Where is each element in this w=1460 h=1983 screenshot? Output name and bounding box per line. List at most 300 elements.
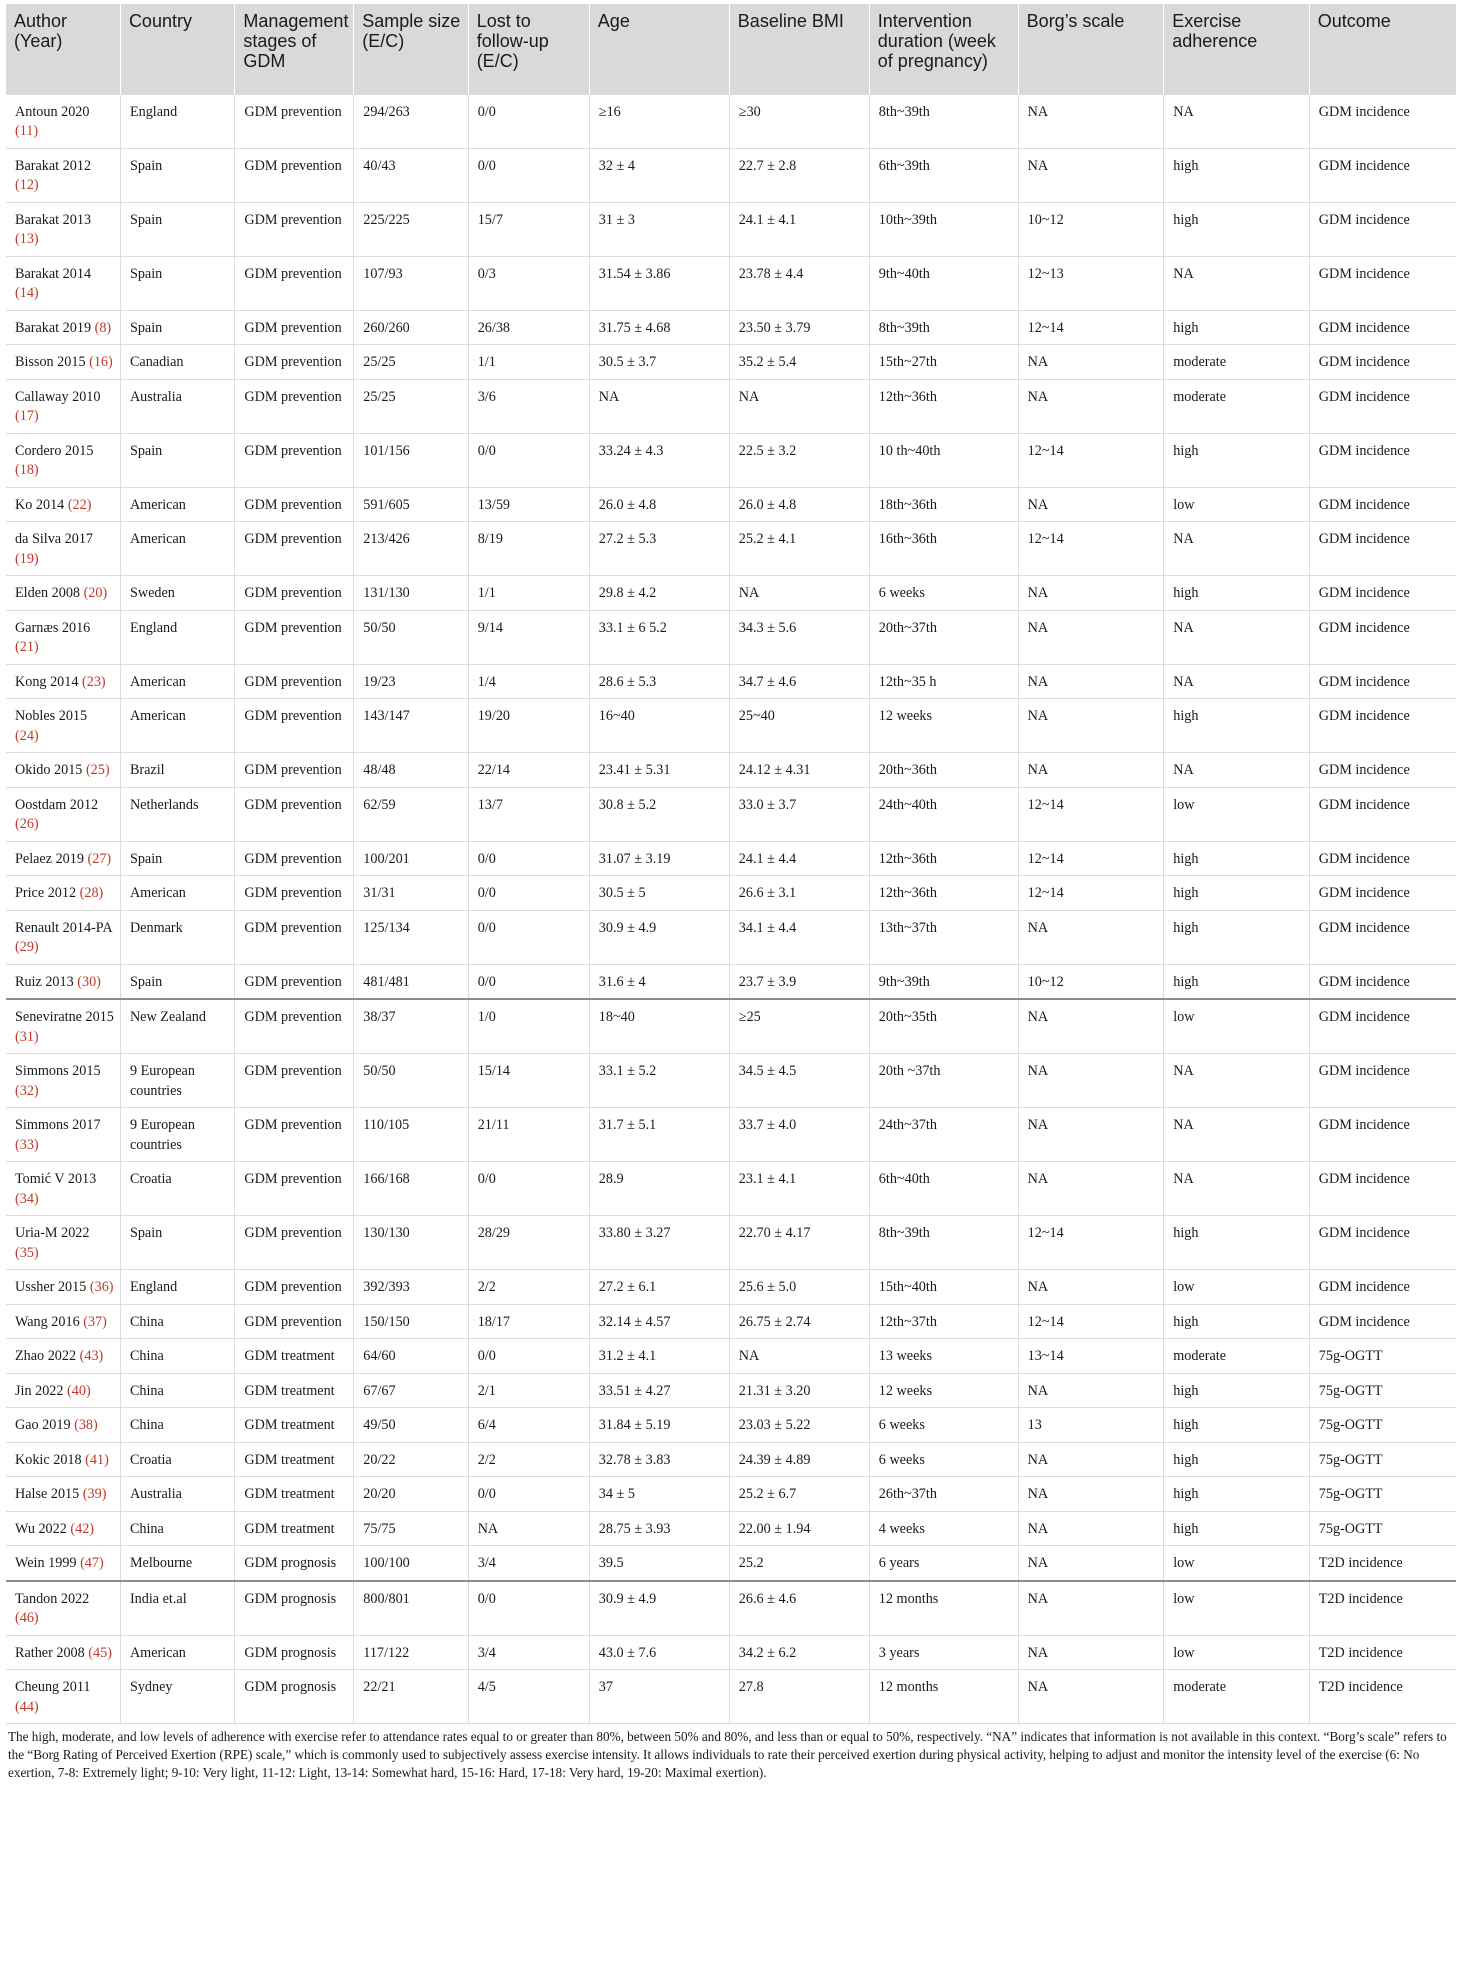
stage-cell: GDM prevention bbox=[235, 345, 354, 380]
borg-cell: NA bbox=[1018, 1477, 1164, 1512]
reference-link[interactable]: (18) bbox=[15, 462, 39, 478]
bmi-cell: 35.2 ± 5.4 bbox=[729, 345, 869, 380]
country-cell: Spain bbox=[120, 433, 234, 487]
country-cell: Spain bbox=[120, 310, 234, 345]
age-cell: 28.6 ± 5.3 bbox=[589, 664, 729, 699]
age-cell: 30.9 ± 4.9 bbox=[589, 1581, 729, 1636]
author-name: Nobles 2015 bbox=[15, 708, 88, 724]
outcome-cell: 75g-OGTT bbox=[1309, 1373, 1456, 1408]
bmi-cell: 34.7 ± 4.6 bbox=[729, 664, 869, 699]
adherence-cell: low bbox=[1164, 787, 1310, 841]
lost-cell: 0/0 bbox=[468, 910, 589, 964]
reference-link[interactable]: (20) bbox=[83, 585, 108, 601]
sample-size-cell: 131/130 bbox=[354, 576, 468, 611]
table-row bbox=[6, 1511, 1456, 1546]
outcome-cell: GDM incidence bbox=[1309, 999, 1456, 1054]
author-cell bbox=[6, 433, 120, 487]
author-name: Pelaez 2019 bbox=[15, 850, 84, 867]
table-row bbox=[6, 379, 1456, 433]
table-footnote: The high, moderate, and low levels of adherence with exercise refer to attendance rates equal to or greater than 80%, between 50% and 80%, and less than or equal to 50%, respectively. “NA” indicates that information is not available in this context. “Borg’s scale” refers to the “Borg Rating of Perceived Exertion (RPE) scale,” which is commonly used to subjectively assess exercise intensity. It allows individuals to rate their perceived exertion during physical activity, helping to adjust and monitor the intensity level of the exercise (6: No exertion, 7-8: Extremely light; 9-10: Very light, 11-12: Light, 13-14: Somewhat hard, 15-16: Hard, 17-18: Very hard, 19-20: Maximal exertion). bbox=[8, 1729, 1447, 1780]
country-cell: Spain bbox=[120, 202, 234, 256]
author-name: Simmons 2017 bbox=[15, 1117, 101, 1133]
sample-size-cell: 20/22 bbox=[354, 1442, 468, 1477]
stage-cell: GDM prevention bbox=[235, 964, 354, 999]
stage-cell: GDM prevention bbox=[235, 202, 354, 256]
author-cell bbox=[6, 841, 120, 876]
age-cell: 31.6 ± 4 bbox=[589, 964, 729, 999]
age-cell: NA bbox=[589, 379, 729, 433]
author-cell bbox=[6, 345, 120, 380]
duration-cell: 15th~27th bbox=[869, 345, 1018, 380]
author-name: Kong 2014 bbox=[15, 673, 79, 690]
column-author-header: Author (Year) bbox=[6, 4, 120, 94]
author-cell bbox=[6, 1442, 120, 1477]
author-cell bbox=[6, 699, 120, 753]
stage-cell: GDM prevention bbox=[235, 148, 354, 202]
adherence-cell: low bbox=[1164, 1635, 1310, 1670]
duration-cell: 8th~39th bbox=[869, 94, 1018, 148]
outcome-cell: GDM incidence bbox=[1309, 1304, 1456, 1339]
adherence-cell: high bbox=[1164, 964, 1310, 999]
borg-cell: 10~12 bbox=[1018, 964, 1164, 999]
bmi-cell: 34.1 ± 4.4 bbox=[729, 910, 869, 964]
bmi-cell: 33.0 ± 3.7 bbox=[729, 787, 869, 841]
table-row bbox=[6, 1304, 1456, 1339]
bmi-cell: 21.31 ± 3.20 bbox=[729, 1373, 869, 1408]
age-cell: 31.07 ± 3.19 bbox=[589, 841, 729, 876]
table-row bbox=[6, 1442, 1456, 1477]
age-cell: 32 ± 4 bbox=[589, 148, 729, 202]
duration-cell: 20th~35th bbox=[869, 999, 1018, 1054]
outcome-cell: GDM incidence bbox=[1309, 964, 1456, 999]
author-name: Wu 2022 bbox=[15, 1520, 67, 1537]
outcome-cell: 75g-OGTT bbox=[1309, 1339, 1456, 1374]
borg-cell: NA bbox=[1018, 1511, 1164, 1546]
lost-cell: 21/11 bbox=[468, 1108, 589, 1162]
reference-link[interactable]: (38) bbox=[74, 1417, 98, 1433]
column-stage-header: Management stages of GDM bbox=[235, 4, 354, 94]
table-row bbox=[6, 910, 1456, 964]
stage-cell: GDM prevention bbox=[235, 487, 354, 522]
outcome-cell: GDM incidence bbox=[1309, 487, 1456, 522]
adherence-cell: high bbox=[1164, 576, 1310, 611]
sample-size-cell: 75/75 bbox=[354, 1511, 468, 1546]
borg-cell: NA bbox=[1018, 1670, 1164, 1724]
reference-link[interactable]: (17) bbox=[15, 408, 39, 424]
outcome-cell: GDM incidence bbox=[1309, 610, 1456, 664]
author-cell bbox=[6, 1670, 120, 1724]
outcome-cell: GDM incidence bbox=[1309, 699, 1456, 753]
sample-size-cell: 64/60 bbox=[354, 1339, 468, 1374]
country-cell: England bbox=[120, 610, 234, 664]
lost-cell: 1/4 bbox=[468, 664, 589, 699]
outcome-cell: GDM incidence bbox=[1309, 433, 1456, 487]
reference-link[interactable]: (29) bbox=[15, 939, 39, 955]
reference-link[interactable]: (37) bbox=[83, 1313, 107, 1330]
reference-link[interactable]: (19) bbox=[15, 550, 39, 567]
author-name: Ruiz 2013 bbox=[15, 973, 74, 990]
reference-link[interactable]: (33) bbox=[15, 1136, 39, 1153]
borg-cell: NA bbox=[1018, 379, 1164, 433]
adherence-cell: moderate bbox=[1164, 379, 1310, 433]
bmi-cell: 25.6 ± 5.0 bbox=[729, 1270, 869, 1305]
author-cell bbox=[6, 94, 120, 148]
reference-link[interactable]: (24) bbox=[15, 727, 39, 744]
duration-cell: 12th~36th bbox=[869, 379, 1018, 433]
lost-cell: 22/14 bbox=[468, 753, 589, 788]
sample-size-cell: 166/168 bbox=[354, 1162, 468, 1216]
borg-cell: NA bbox=[1018, 1635, 1164, 1670]
sample-size-cell: 49/50 bbox=[354, 1408, 468, 1443]
duration-cell: 6th~39th bbox=[869, 148, 1018, 202]
sample-size-cell: 481/481 bbox=[354, 964, 468, 999]
age-cell: 28.9 bbox=[589, 1162, 729, 1216]
borg-cell: NA bbox=[1018, 699, 1164, 753]
stage-cell: GDM prevention bbox=[235, 310, 354, 345]
borg-cell: 12~14 bbox=[1018, 787, 1164, 841]
borg-cell: 12~14 bbox=[1018, 876, 1164, 911]
country-cell: American bbox=[120, 876, 234, 911]
country-cell: American bbox=[120, 699, 234, 753]
lost-cell: 3/6 bbox=[468, 379, 589, 433]
table-container bbox=[6, 4, 1456, 1782]
adherence-cell: NA bbox=[1164, 1108, 1310, 1162]
duration-cell: 6th~40th bbox=[869, 1162, 1018, 1216]
author-name: Barakat 2019 bbox=[15, 319, 92, 336]
author-name: Wang 2016 bbox=[15, 1313, 80, 1330]
stage-cell: GDM treatment bbox=[235, 1373, 354, 1408]
author-cell bbox=[6, 1108, 120, 1162]
borg-cell: NA bbox=[1018, 94, 1164, 148]
duration-cell: 6 weeks bbox=[869, 1408, 1018, 1443]
outcome-cell: GDM incidence bbox=[1309, 576, 1456, 611]
country-cell: China bbox=[120, 1339, 234, 1374]
age-cell: 39.5 bbox=[589, 1546, 729, 1581]
sample-size-cell: 50/50 bbox=[354, 610, 468, 664]
country-cell: American bbox=[120, 487, 234, 522]
reference-link[interactable]: (26) bbox=[15, 816, 39, 832]
bmi-cell: 26.75 ± 2.74 bbox=[729, 1304, 869, 1339]
country-cell: Croatia bbox=[120, 1162, 234, 1216]
reference-link[interactable]: (12) bbox=[15, 177, 39, 193]
reference-link[interactable]: (39) bbox=[82, 1486, 107, 1502]
author-cell bbox=[6, 256, 120, 310]
reference-link[interactable]: (47) bbox=[80, 1555, 104, 1571]
author-cell bbox=[6, 1216, 120, 1270]
country-cell: American bbox=[120, 664, 234, 699]
author-name: Seneviratne 2015 bbox=[15, 1009, 114, 1025]
reference-link[interactable]: (42) bbox=[70, 1520, 95, 1537]
lost-cell: 0/0 bbox=[468, 94, 589, 148]
reference-link[interactable]: (41) bbox=[85, 1451, 109, 1468]
lost-cell: 9/14 bbox=[468, 610, 589, 664]
adherence-cell: low bbox=[1164, 487, 1310, 522]
stage-cell: GDM prevention bbox=[235, 664, 354, 699]
age-cell: 29.8 ± 4.2 bbox=[589, 576, 729, 611]
reference-link[interactable]: (32) bbox=[15, 1082, 39, 1099]
bmi-cell: NA bbox=[729, 1339, 869, 1374]
stage-cell: GDM prevention bbox=[235, 841, 354, 876]
table-row bbox=[6, 522, 1456, 576]
country-cell: China bbox=[120, 1373, 234, 1408]
bmi-cell: 25.2 bbox=[729, 1546, 869, 1581]
outcome-cell: T2D incidence bbox=[1309, 1581, 1456, 1636]
bmi-cell: 26.0 ± 4.8 bbox=[729, 487, 869, 522]
lost-cell: 28/29 bbox=[468, 1216, 589, 1270]
author-cell bbox=[6, 1373, 120, 1408]
adherence-cell: high bbox=[1164, 876, 1310, 911]
outcome-cell: 75g-OGTT bbox=[1309, 1442, 1456, 1477]
stage-cell: GDM treatment bbox=[235, 1339, 354, 1374]
duration-cell: 8th~39th bbox=[869, 1216, 1018, 1270]
author-cell bbox=[6, 576, 120, 611]
duration-cell: 13 weeks bbox=[869, 1339, 1018, 1374]
author-cell bbox=[6, 310, 120, 345]
author-name: Tomić V 2013 bbox=[15, 1171, 97, 1187]
age-cell: 31.54 ± 3.86 bbox=[589, 256, 729, 310]
outcome-cell: GDM incidence bbox=[1309, 345, 1456, 380]
sample-size-cell: 38/37 bbox=[354, 999, 468, 1054]
outcome-cell: GDM incidence bbox=[1309, 1270, 1456, 1305]
adherence-cell: NA bbox=[1164, 256, 1310, 310]
sample-size-cell: 67/67 bbox=[354, 1373, 468, 1408]
lost-cell: 0/0 bbox=[468, 876, 589, 911]
duration-cell: 24th~37th bbox=[869, 1108, 1018, 1162]
author-cell bbox=[6, 379, 120, 433]
stage-cell: GDM prognosis bbox=[235, 1670, 354, 1724]
sample-size-cell: 100/201 bbox=[354, 841, 468, 876]
country-cell: Australia bbox=[120, 1477, 234, 1512]
reference-link[interactable]: (46) bbox=[15, 1610, 39, 1626]
borg-cell: NA bbox=[1018, 1108, 1164, 1162]
sample-size-cell: 40/43 bbox=[354, 148, 468, 202]
bmi-cell: 23.1 ± 4.1 bbox=[729, 1162, 869, 1216]
borg-cell: 12~14 bbox=[1018, 1216, 1164, 1270]
reference-link[interactable]: (30) bbox=[77, 973, 101, 990]
outcome-cell: GDM incidence bbox=[1309, 522, 1456, 576]
sample-size-cell: 591/605 bbox=[354, 487, 468, 522]
sample-size-cell: 225/225 bbox=[354, 202, 468, 256]
reference-link[interactable]: (8) bbox=[94, 319, 112, 336]
duration-cell: 10 th~40th bbox=[869, 433, 1018, 487]
bmi-cell: 24.39 ± 4.89 bbox=[729, 1442, 869, 1477]
country-cell: 9 European countries bbox=[120, 1054, 234, 1108]
duration-cell: 12 weeks bbox=[869, 1373, 1018, 1408]
table-row bbox=[6, 1339, 1456, 1374]
reference-link[interactable]: (40) bbox=[67, 1382, 91, 1399]
reference-link[interactable]: (22) bbox=[67, 496, 92, 513]
lost-cell: 0/0 bbox=[468, 1162, 589, 1216]
author-cell bbox=[6, 487, 120, 522]
lost-cell: 26/38 bbox=[468, 310, 589, 345]
age-cell: 31.84 ± 5.19 bbox=[589, 1408, 729, 1443]
author-name: Wein 1999 bbox=[15, 1555, 77, 1571]
author-cell bbox=[6, 1635, 120, 1670]
country-cell: Sydney bbox=[120, 1670, 234, 1724]
table-row bbox=[6, 1054, 1456, 1108]
adherence-cell: high bbox=[1164, 310, 1310, 345]
stage-cell: GDM prevention bbox=[235, 1304, 354, 1339]
adherence-cell: high bbox=[1164, 1442, 1310, 1477]
stage-cell: GDM prevention bbox=[235, 433, 354, 487]
table-row bbox=[6, 1581, 1456, 1636]
sample-size-cell: 101/156 bbox=[354, 433, 468, 487]
reference-link[interactable]: (45) bbox=[88, 1644, 112, 1661]
reference-link[interactable]: (34) bbox=[15, 1190, 39, 1207]
lost-cell: 1/1 bbox=[468, 576, 589, 611]
stage-cell: GDM prevention bbox=[235, 699, 354, 753]
lost-cell: 2/2 bbox=[468, 1442, 589, 1477]
stage-cell: GDM treatment bbox=[235, 1511, 354, 1546]
adherence-cell: NA bbox=[1164, 94, 1310, 148]
reference-link[interactable]: (16) bbox=[89, 354, 113, 370]
country-cell: Melbourne bbox=[120, 1546, 234, 1581]
duration-cell: 3 years bbox=[869, 1635, 1018, 1670]
outcome-cell: T2D incidence bbox=[1309, 1670, 1456, 1724]
author-name: Gao 2019 bbox=[15, 1417, 71, 1433]
outcome-cell: GDM incidence bbox=[1309, 202, 1456, 256]
lost-cell: 1/1 bbox=[468, 345, 589, 380]
reference-link[interactable]: (36) bbox=[89, 1279, 114, 1295]
age-cell: 16~40 bbox=[589, 699, 729, 753]
author-cell bbox=[6, 1304, 120, 1339]
lost-cell: 0/0 bbox=[468, 841, 589, 876]
reference-link[interactable]: (31) bbox=[15, 1028, 39, 1045]
author-name: Callaway 2010 bbox=[15, 388, 101, 405]
author-cell bbox=[6, 1477, 120, 1512]
reference-link[interactable]: (44) bbox=[15, 1698, 39, 1715]
borg-cell: 13~14 bbox=[1018, 1339, 1164, 1374]
adherence-cell: high bbox=[1164, 910, 1310, 964]
author-cell bbox=[6, 910, 120, 964]
borg-cell: NA bbox=[1018, 910, 1164, 964]
duration-cell: 18th~36th bbox=[869, 487, 1018, 522]
sample-size-cell: 31/31 bbox=[354, 876, 468, 911]
stage-cell: GDM prevention bbox=[235, 787, 354, 841]
bmi-cell: 25.2 ± 4.1 bbox=[729, 522, 869, 576]
stage-cell: GDM prevention bbox=[235, 1216, 354, 1270]
stage-cell: GDM prevention bbox=[235, 876, 354, 911]
country-cell: Australia bbox=[120, 379, 234, 433]
stage-cell: GDM prevention bbox=[235, 522, 354, 576]
bmi-cell: 22.70 ± 4.17 bbox=[729, 1216, 869, 1270]
sample-size-cell: 294/263 bbox=[354, 94, 468, 148]
table-row bbox=[6, 1670, 1456, 1724]
author-name: Simmons 2015 bbox=[15, 1063, 101, 1079]
age-cell: 26.0 ± 4.8 bbox=[589, 487, 729, 522]
stage-cell: GDM treatment bbox=[235, 1442, 354, 1477]
stage-cell: GDM prognosis bbox=[235, 1635, 354, 1670]
table-row bbox=[6, 310, 1456, 345]
borg-cell: 10~12 bbox=[1018, 202, 1164, 256]
reference-link[interactable]: (25) bbox=[85, 762, 110, 778]
stage-cell: GDM prevention bbox=[235, 910, 354, 964]
author-name: Cordero 2015 bbox=[15, 442, 94, 459]
age-cell: 31.75 ± 4.68 bbox=[589, 310, 729, 345]
country-cell: New Zealand bbox=[120, 999, 234, 1054]
duration-cell: 10th~39th bbox=[869, 202, 1018, 256]
country-cell: Croatia bbox=[120, 1442, 234, 1477]
duration-cell: 20th~37th bbox=[869, 610, 1018, 664]
outcome-cell: GDM incidence bbox=[1309, 1054, 1456, 1108]
country-cell: Sweden bbox=[120, 576, 234, 611]
column-duration-header: Intervention duration (week of pregnancy) bbox=[869, 4, 1018, 94]
duration-cell: 12th~36th bbox=[869, 876, 1018, 911]
adherence-cell: high bbox=[1164, 1477, 1310, 1512]
table-row bbox=[6, 610, 1456, 664]
bmi-cell: 27.8 bbox=[729, 1670, 869, 1724]
stage-cell: GDM prevention bbox=[235, 753, 354, 788]
stage-cell: GDM prevention bbox=[235, 1108, 354, 1162]
sample-size-cell: 125/134 bbox=[354, 910, 468, 964]
adherence-cell: NA bbox=[1164, 664, 1310, 699]
author-cell bbox=[6, 999, 120, 1054]
reference-link[interactable]: (14) bbox=[15, 285, 39, 301]
adherence-cell: NA bbox=[1164, 753, 1310, 788]
reference-link[interactable]: (13) bbox=[15, 231, 39, 247]
borg-cell: NA bbox=[1018, 1373, 1164, 1408]
author-cell bbox=[6, 1339, 120, 1374]
age-cell: 33.1 ± 5.2 bbox=[589, 1054, 729, 1108]
borg-cell: NA bbox=[1018, 1162, 1164, 1216]
author-name: Barakat 2014 bbox=[15, 265, 92, 282]
reference-link[interactable]: (35) bbox=[15, 1244, 39, 1261]
lost-cell: 0/0 bbox=[468, 1339, 589, 1374]
reference-link[interactable]: (11) bbox=[15, 123, 39, 139]
country-cell: China bbox=[120, 1304, 234, 1339]
author-name: Elden 2008 bbox=[15, 585, 81, 601]
reference-link[interactable]: (28) bbox=[79, 885, 104, 901]
adherence-cell: high bbox=[1164, 1511, 1310, 1546]
bmi-cell: 34.5 ± 4.5 bbox=[729, 1054, 869, 1108]
bmi-cell: 24.1 ± 4.1 bbox=[729, 202, 869, 256]
table-row bbox=[6, 1216, 1456, 1270]
author-cell bbox=[6, 148, 120, 202]
age-cell: 31.7 ± 5.1 bbox=[589, 1108, 729, 1162]
borg-cell: 12~13 bbox=[1018, 256, 1164, 310]
lost-cell: 8/19 bbox=[468, 522, 589, 576]
author-name: Antoun 2020 bbox=[15, 103, 90, 120]
country-cell: Spain bbox=[120, 1216, 234, 1270]
outcome-cell: 75g-OGTT bbox=[1309, 1408, 1456, 1443]
country-cell: Spain bbox=[120, 256, 234, 310]
bmi-cell: 26.6 ± 3.1 bbox=[729, 876, 869, 911]
borg-cell: NA bbox=[1018, 999, 1164, 1054]
author-cell bbox=[6, 202, 120, 256]
reference-link[interactable]: (43) bbox=[79, 1348, 104, 1364]
adherence-cell: high bbox=[1164, 433, 1310, 487]
lost-cell: 15/7 bbox=[468, 202, 589, 256]
sample-size-cell: 48/48 bbox=[354, 753, 468, 788]
duration-cell: 12 months bbox=[869, 1581, 1018, 1636]
lost-cell: 0/3 bbox=[468, 256, 589, 310]
table-row bbox=[6, 841, 1456, 876]
age-cell: 30.9 ± 4.9 bbox=[589, 910, 729, 964]
sample-size-cell: 25/25 bbox=[354, 345, 468, 380]
duration-cell: 24th~40th bbox=[869, 787, 1018, 841]
lost-cell: 0/0 bbox=[468, 964, 589, 999]
duration-cell: 9th~40th bbox=[869, 256, 1018, 310]
table-row bbox=[6, 345, 1456, 380]
age-cell: 33.80 ± 3.27 bbox=[589, 1216, 729, 1270]
outcome-cell: T2D incidence bbox=[1309, 1635, 1456, 1670]
borg-cell: 12~14 bbox=[1018, 310, 1164, 345]
lost-cell: 2/2 bbox=[468, 1270, 589, 1305]
reference-link[interactable]: (21) bbox=[15, 639, 39, 655]
reference-link[interactable]: (23) bbox=[82, 673, 106, 690]
borg-cell: NA bbox=[1018, 487, 1164, 522]
reference-link[interactable]: (27) bbox=[87, 850, 112, 867]
